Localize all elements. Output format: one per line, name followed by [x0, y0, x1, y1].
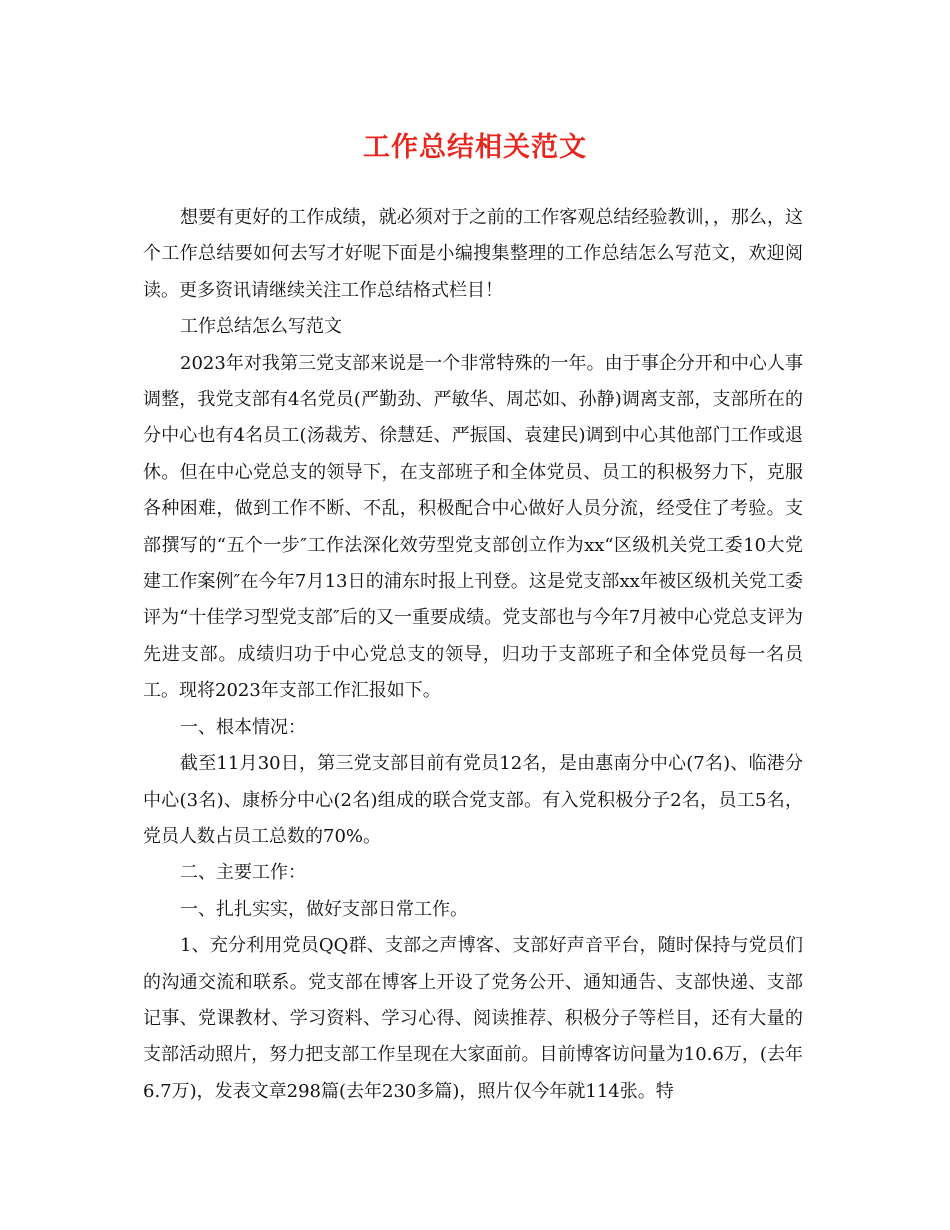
body-paragraph: 截至11月30日，第三党支部目前有党员12名，是由惠南分中心(7名)、临港分中心(3名)、康桥分中心(2名)组成的联合党支部。有入党积极分子2名，员工5名，党员人数占员工总数的70%。: [143, 753, 803, 847]
section-heading: 一、根本情况：: [180, 716, 306, 738]
body-paragraph: 2023年对我第三党支部来说是一个非常特殊的一年。由于事企分开和中心人事调整，我党支部有4名党员(严勤劲、严敏华、周芯如、孙静)调离支部，支部所在的分中心也有4名员工(汤裁芳、徐慧廷、严振国、袁建民)调到中心其他部门工作或退休。但在中心党总支的领导下，在支部班子和全体党员、员工的积极努力下，克服各种困难，做到工作不断、不乱，积极配合中心做好人员分流，经受住了考验。支部撰写的“五个一步″工作法深化效劳型党支部创立作为xx“区级机关党工委10大党建工作案例″在今年7月13日的浦东时报上刊登。这是党支部xx年被区级机关党工委评为“十佳学习型党支部″后的又一重要成绩。党支部也与今年7月被中心党总支评为先进支部。成绩归功于中心党总支的领导，归功于支部班子和全体党员每一名员工。现将2023年支部工作汇报如下。: [143, 352, 803, 702]
document-title: 工作总结相关范文: [363, 132, 587, 163]
subsection-heading: 一、扎扎实实，做好支部日常工作。: [180, 898, 468, 920]
section-heading: 工作总结怎么写范文: [180, 316, 342, 338]
document-body: [143, 200, 803, 1110]
intro-paragraph: 想要有更好的工作成绩，就必须对于之前的工作客观总结经验教训，，那么，这个工作总结要如何去写才好呢下面是小编搜集整理的工作总结怎么写范文，欢迎阅读。更多资讯请继续关注工作总结格式栏目！: [143, 207, 803, 301]
body-paragraph: 1、充分利用党员QQ群、支部之声博客、支部好声音平台，随时保持与党员们的沟通交流和联系。党支部在博客上开设了党务公开、通知通告、支部快递、支部记事、党课教材、学习资料、学习心得、阅读推荐、积极分子等栏目，还有大量的支部活动照片，努力把支部工作呈现在大家面前。目前博客访问量为10.6万，(去年6.7万)，发表文章298篇(去年230多篇)，照片仅今年就114张。特: [143, 935, 803, 1102]
section-heading: 二、主要工作：: [180, 862, 306, 884]
